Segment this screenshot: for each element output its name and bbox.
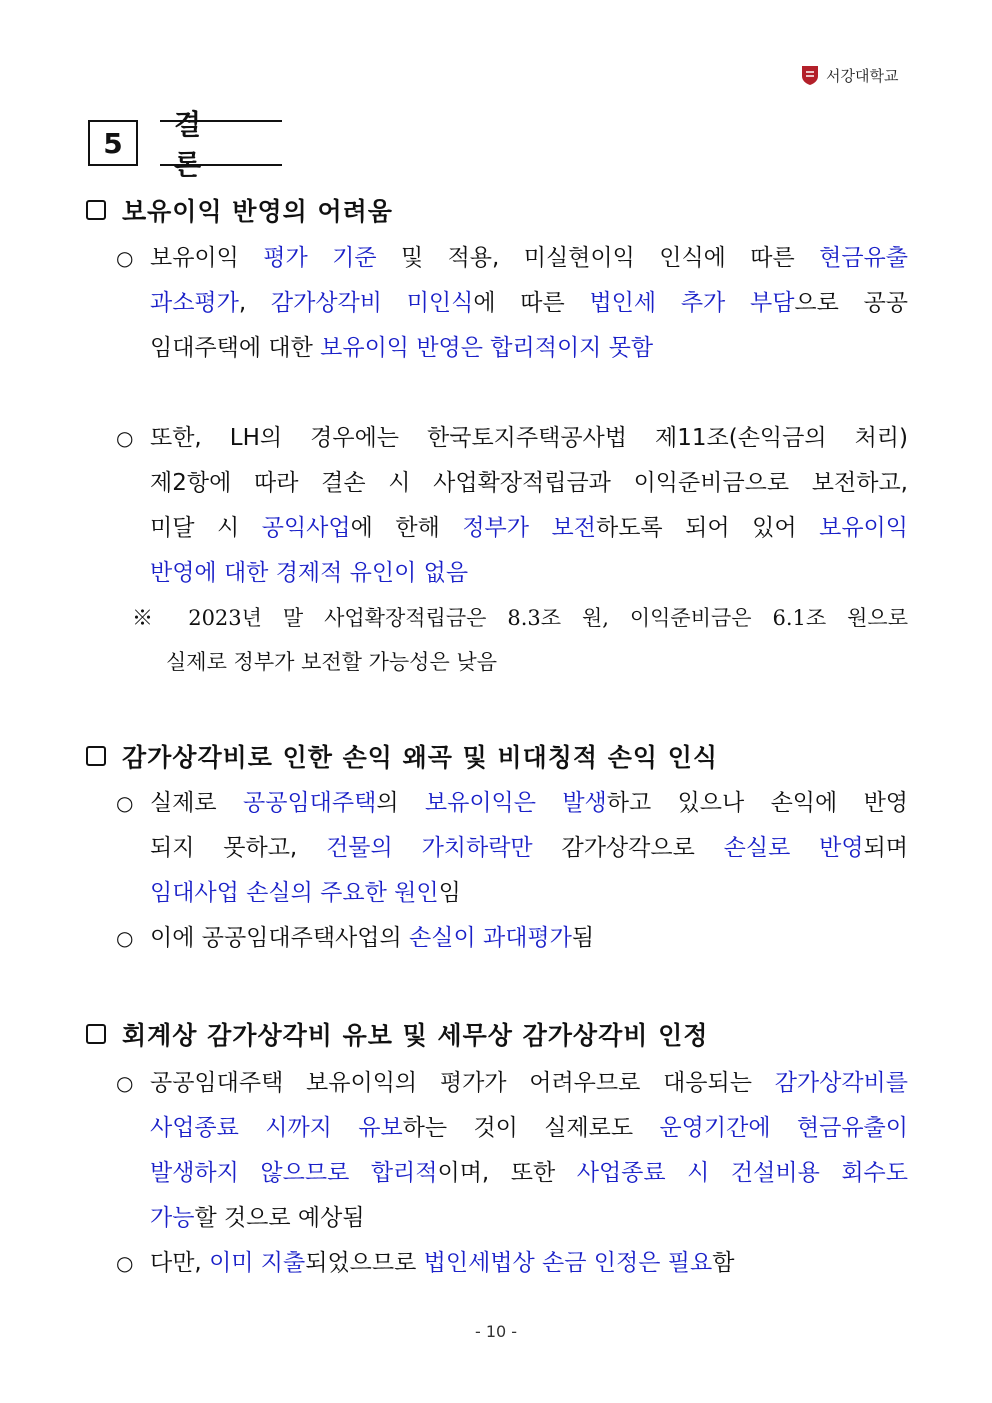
bullet-line	[150, 281, 908, 326]
bullet-mark: ○	[116, 1251, 134, 1275]
text-run: 에 한해	[350, 515, 463, 541]
bullet-1-2	[116, 416, 908, 596]
bullet-2-2	[116, 916, 908, 961]
bullet-line	[150, 506, 908, 551]
text-run: 함	[712, 1250, 735, 1276]
highlighted-text: 감가상각비 미인식	[270, 290, 474, 316]
text-run: 또한, LH의 경우에는 한국토지주택공사법 제11조(손익금의 처리)	[150, 425, 908, 451]
logo-text: 서강대학교	[826, 66, 899, 85]
text-run: 감가상각으로	[532, 835, 724, 861]
highlighted-text: 감가상각비를	[774, 1070, 908, 1096]
section-number: 5	[88, 120, 138, 166]
bullet-line	[150, 326, 908, 371]
bullet-mark: ○	[116, 246, 134, 270]
page-number: - 10 -	[474, 1322, 518, 1341]
text-run: 하고 있으나 손익에 반영	[606, 790, 909, 816]
highlighted-text: 사업종료 시까지 유보	[150, 1115, 403, 1141]
bullet-line	[150, 916, 908, 961]
bullet-text	[150, 236, 908, 371]
university-logo	[800, 64, 898, 86]
bullet-line	[150, 236, 908, 281]
bullet-line	[150, 826, 908, 871]
highlighted-text: 발생하지 않으므로 합리적	[150, 1160, 438, 1186]
heading-3-text: 회계상 감가상각비 유보 및 세무상 감가상각비 인정	[122, 1021, 709, 1050]
heading-1	[86, 192, 393, 228]
highlighted-text: 보유이익 반영은 합리적이지 못함	[320, 335, 654, 361]
bullet-text	[150, 416, 908, 596]
checkbox-icon	[86, 1024, 106, 1044]
text-run: 보유이익	[150, 245, 264, 271]
highlighted-text: 법인세법상 손금 인정은 필요	[423, 1250, 713, 1276]
text-run: 공공임대주택 보유이익의 평가가 어려우므로 대응되는	[150, 1070, 775, 1096]
text-run: 됨	[571, 925, 595, 951]
bullet-text	[150, 1061, 908, 1241]
heading-2	[86, 738, 718, 774]
text-run: 의	[376, 790, 425, 816]
text-run: 에 따른	[473, 290, 590, 316]
bullet-line	[150, 781, 908, 826]
highlighted-text: 손실로 반영	[723, 835, 864, 861]
heading-2-text: 감가상각비로 인한 손익 왜곡 및 비대칭적 손익 인식	[122, 743, 719, 772]
bullet-text	[150, 781, 908, 916]
bullet-3-2	[116, 1241, 908, 1286]
text-run: 미달 시	[150, 515, 262, 541]
highlighted-text: 현금유출	[819, 245, 908, 271]
text-run: 및 적용, 미실현이익 인식에 따른	[376, 245, 820, 271]
highlighted-text: 임대사업 손실의 주요한 원인	[150, 880, 439, 906]
bullet-mark: ○	[116, 926, 134, 950]
highlighted-text: 법인세 추가 부담	[589, 290, 795, 316]
bullet-line	[150, 551, 908, 596]
text-run: 되며	[863, 835, 909, 861]
checkbox-icon	[86, 746, 106, 766]
text-run: 이에 공공임대주택사업의	[150, 925, 410, 951]
bullet-mark: ○	[116, 791, 134, 815]
text-run: 되지 못하고,	[150, 835, 327, 861]
text-run: 하는 것이 실제로도	[402, 1115, 660, 1141]
highlighted-text: 운영기간에 현금유출이	[659, 1115, 908, 1141]
bullet-line	[150, 416, 908, 461]
heading-1-text: 보유이익 반영의 어려움	[122, 197, 393, 226]
bullet-line	[150, 1061, 908, 1106]
checkbox-icon	[86, 200, 106, 220]
bullet-text	[150, 916, 908, 961]
highlighted-text: 손실이 과대평가	[409, 925, 572, 951]
bullet-line	[150, 871, 908, 916]
text-run: 으로 공공	[794, 290, 909, 316]
highlighted-text: 건물의 가치하락만	[326, 835, 533, 861]
highlighted-text: 평가 기준	[263, 245, 377, 271]
highlighted-text: 이미 지출	[209, 1250, 306, 1276]
highlighted-text: 보유이익은 발생	[424, 790, 607, 816]
text-run: 할 것으로 예상됨	[194, 1205, 365, 1231]
bullet-mark: ○	[116, 426, 134, 450]
highlighted-text: 가능	[150, 1205, 195, 1231]
text-run: 되었으므로	[305, 1250, 424, 1276]
note-line-1: ※ 2023년 말 사업확장적립금은 8.3조 원, 이익준비금은 6.1조 원으로	[132, 606, 908, 630]
bullet-line	[150, 1241, 908, 1286]
section-header	[88, 108, 282, 181]
text-run: 임대주택에 대한	[150, 335, 321, 361]
bullet-1-1	[116, 236, 908, 371]
text-run: 하도록 되어 있어	[595, 515, 820, 541]
text-run: 실제로	[150, 790, 244, 816]
bullet-mark: ○	[116, 1071, 134, 1095]
text-run: 이며, 또한	[437, 1160, 577, 1186]
highlighted-text: 반영에 대한 경제적 유인이 없음	[150, 560, 469, 586]
bullet-line	[150, 461, 908, 506]
bullet-text	[150, 1241, 908, 1286]
highlighted-text: 공공임대주택	[243, 790, 377, 816]
note-line-2: 실제로 정부가 보전할 가능성은 낮음	[166, 650, 497, 674]
highlighted-text: 사업종료 시 건설비용 회수도	[576, 1160, 908, 1186]
bullet-2-1	[116, 781, 908, 916]
highlighted-text: 정부가 보전	[462, 515, 596, 541]
highlighted-text: 공익사업	[261, 515, 351, 541]
highlighted-text: 보유이익	[819, 515, 908, 541]
text-run: ,	[238, 290, 271, 316]
highlighted-text: 과소평가	[150, 290, 239, 316]
section-title: 결 론	[160, 120, 282, 166]
text-run: 제2항에 따라 결손 시 사업확장적립금과 이익준비금으로 보전하고,	[150, 470, 908, 496]
bullet-line	[150, 1196, 908, 1241]
university-emblem-icon	[800, 64, 820, 86]
bullet-3-1	[116, 1061, 908, 1241]
heading-3	[86, 1016, 708, 1052]
text-run: 임	[438, 880, 461, 906]
bullet-line	[150, 1106, 908, 1151]
text-run: 다만,	[150, 1250, 210, 1276]
bullet-line	[150, 1151, 908, 1196]
note-1	[132, 596, 908, 684]
